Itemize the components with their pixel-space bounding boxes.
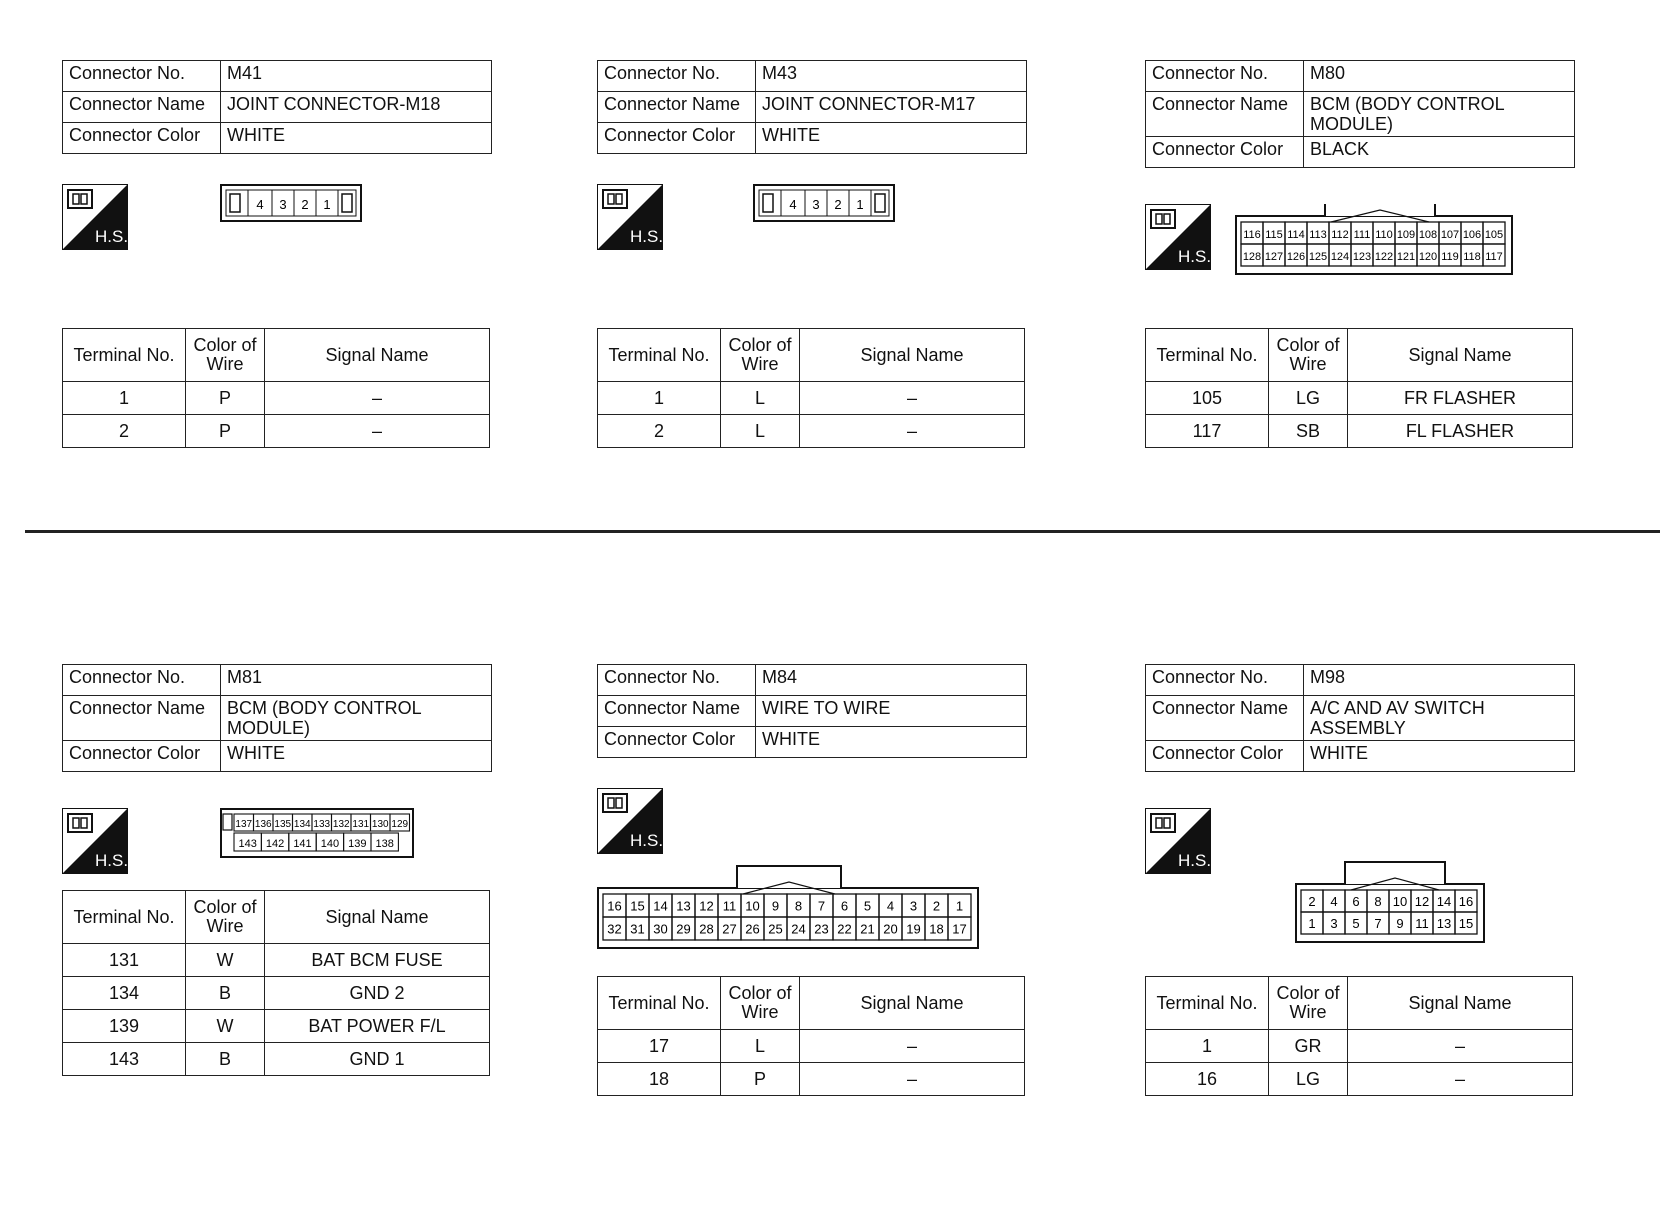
pin-label: 4	[1330, 893, 1338, 909]
table-row: 134 B GND 2	[63, 977, 490, 1010]
connector-name-label: Connector Name	[63, 696, 221, 741]
signal-name-header: Signal Name	[1348, 329, 1573, 382]
pin-label: 3	[812, 197, 820, 212]
pin-label: 14	[653, 898, 668, 914]
connector-color-value: WHITE	[221, 123, 492, 154]
terminal-no-header: Terminal No.	[598, 977, 721, 1030]
pin-label: 9	[771, 898, 780, 914]
connector-color-label: Connector Color	[598, 727, 756, 758]
pin-label: 140	[320, 838, 340, 850]
pin-label: 22	[837, 921, 852, 937]
pin-label: 29	[676, 921, 691, 937]
pin-label: 2	[932, 898, 941, 914]
connector-name-label: Connector Name	[1146, 696, 1304, 741]
pin-label: 132	[332, 819, 350, 830]
pin-label: 6	[1352, 893, 1360, 909]
pin-label: 16	[607, 898, 622, 914]
pin-label: 143	[238, 838, 257, 850]
pin-label: 133	[313, 819, 331, 830]
connector-color-label: Connector Color	[1146, 741, 1304, 772]
connector-no-label: Connector No.	[63, 61, 221, 92]
hs-harness-side-icon	[62, 808, 128, 874]
terminal-no-header: Terminal No.	[1146, 329, 1269, 382]
terminal-table	[1145, 976, 1573, 1096]
connector-diagram-m80	[1235, 204, 1513, 290]
pin-label: 4	[256, 197, 264, 212]
pin-label: 108	[1418, 228, 1438, 241]
pin-label: 3	[1330, 915, 1338, 931]
wire-color-header: Color of Wire	[721, 329, 800, 382]
pin-label: 16	[1458, 893, 1474, 909]
connector-no-label: Connector No.	[598, 61, 756, 92]
connector-header-table	[1145, 664, 1575, 772]
pin-label: 17	[952, 921, 967, 937]
table-row: 1 L –	[598, 382, 1025, 415]
connector-color-label: Connector Color	[598, 123, 756, 154]
pin-label: 141	[293, 838, 312, 850]
connector-diagram-m81	[220, 808, 414, 860]
pin-label: 126	[1286, 250, 1306, 263]
pin-label: 117	[1485, 250, 1503, 263]
table-row: 131 W BAT BCM FUSE	[63, 944, 490, 977]
connector-name-value: JOINT CONNECTOR-M17	[756, 92, 1027, 123]
pin-label: 25	[768, 921, 783, 937]
pin-label: 136	[254, 819, 272, 830]
pin-label: 5	[863, 898, 872, 914]
connector-color-value: WHITE	[756, 123, 1027, 154]
terminal-table	[597, 328, 1025, 448]
pin-label: 11	[722, 898, 737, 914]
connector-header-table	[62, 664, 492, 772]
connector-color-label: Connector Color	[63, 123, 221, 154]
pin-label: 23	[814, 921, 829, 937]
hs-harness-side-icon	[1145, 204, 1211, 270]
connector-name-value: BCM (BODY CONTROL MODULE)	[1304, 92, 1575, 137]
connector-color-value: WHITE	[221, 741, 492, 772]
hs-label: H.S.	[630, 227, 663, 246]
connector-header-table	[597, 60, 1027, 154]
connector-color-value: BLACK	[1304, 137, 1575, 168]
pin-label: 31	[630, 921, 645, 937]
pin-label: 111	[1353, 228, 1371, 241]
pin-label: 15	[1458, 915, 1474, 931]
pin-label: 7	[817, 898, 826, 914]
table-row: 143 B GND 1	[63, 1043, 490, 1076]
connector-no-value: M43	[756, 61, 1027, 92]
pin-label: 125	[1308, 250, 1328, 263]
connector-header-table	[597, 664, 1027, 758]
signal-name-header: Signal Name	[1348, 977, 1573, 1030]
table-row: 16 LG –	[1146, 1063, 1573, 1096]
hs-label: H.S.	[1178, 247, 1211, 266]
table-row: 105 LG FR FLASHER	[1146, 382, 1573, 415]
pin-label: 30	[653, 921, 668, 937]
table-row: 139 W BAT POWER F/L	[63, 1010, 490, 1043]
pin-label: 130	[371, 819, 389, 830]
hs-label: H.S.	[95, 851, 128, 870]
connector-color-label: Connector Color	[1146, 137, 1304, 168]
pin-label: 106	[1462, 228, 1482, 241]
pin-label: 1	[323, 197, 331, 212]
pin-label: 138	[375, 838, 394, 850]
signal-name-header: Signal Name	[800, 329, 1025, 382]
pin-label: 119	[1441, 250, 1459, 263]
connector-no-value: M84	[756, 665, 1027, 696]
pin-label: 121	[1396, 250, 1416, 263]
pin-label: 1	[856, 197, 864, 212]
connector-diagram-m98	[1295, 860, 1485, 946]
hs-label: H.S.	[95, 227, 128, 246]
pin-label: 113	[1309, 228, 1327, 241]
connector-name-label: Connector Name	[1146, 92, 1304, 137]
pin-label: 27	[722, 921, 737, 937]
connector-no-value: M98	[1304, 665, 1575, 696]
connector-no-label: Connector No.	[63, 665, 221, 696]
pin-label: 9	[1396, 915, 1404, 931]
connector-name-value: BCM (BODY CONTROL MODULE)	[221, 696, 492, 741]
section-divider	[25, 530, 1660, 533]
pin-label: 131	[352, 819, 370, 830]
terminal-no-header: Terminal No.	[1146, 977, 1269, 1030]
pin-label: 120	[1418, 250, 1438, 263]
hs-label: H.S.	[1178, 851, 1211, 870]
pin-label: 10	[1392, 893, 1408, 909]
pin-label: 2	[834, 197, 842, 212]
pin-label: 14	[1436, 893, 1452, 909]
pin-label: 21	[860, 921, 875, 937]
pin-label: 6	[840, 898, 849, 914]
wire-color-header: Color of Wire	[1269, 977, 1348, 1030]
connector-no-label: Connector No.	[1146, 61, 1304, 92]
pin-label: 116	[1243, 228, 1261, 241]
pin-label: 4	[886, 898, 895, 914]
pin-label: 1	[955, 898, 964, 914]
pin-label: 115	[1265, 228, 1283, 241]
connector-color-value: WHITE	[756, 727, 1027, 758]
pin-label: 8	[794, 898, 803, 914]
wire-color-header: Color of Wire	[1269, 329, 1348, 382]
connector-name-value: A/C AND AV SWITCH ASSEMBLY	[1304, 696, 1575, 741]
table-row: 1 P –	[63, 382, 490, 415]
hs-harness-side-icon	[1145, 808, 1211, 874]
signal-name-header: Signal Name	[265, 329, 490, 382]
table-row: 2 P –	[63, 415, 490, 448]
pin-label: 10	[745, 898, 760, 914]
terminal-no-header: Terminal No.	[598, 329, 721, 382]
pin-label: 20	[883, 921, 898, 937]
hs-harness-side-icon	[62, 184, 128, 250]
pin-label: 32	[607, 921, 622, 937]
pin-label: 7	[1374, 915, 1382, 931]
signal-name-header: Signal Name	[265, 891, 490, 944]
pin-label: 11	[1415, 915, 1429, 931]
pin-label: 118	[1463, 250, 1481, 263]
connector-name-value: JOINT CONNECTOR-M18	[221, 92, 492, 123]
terminal-table	[597, 976, 1025, 1096]
pin-label: 142	[265, 838, 285, 850]
pin-label: 127	[1264, 250, 1284, 263]
pin-label: 12	[1414, 893, 1430, 909]
connector-name-label: Connector Name	[63, 92, 221, 123]
pin-label: 5	[1352, 915, 1360, 931]
connector-no-value: M81	[221, 665, 492, 696]
terminal-no-header: Terminal No.	[63, 891, 186, 944]
connector-name-label: Connector Name	[598, 92, 756, 123]
pin-label: 122	[1374, 250, 1394, 263]
hs-harness-side-icon	[597, 788, 663, 854]
pin-label: 109	[1396, 228, 1416, 241]
pin-label: 123	[1352, 250, 1372, 263]
wire-color-header: Color of Wire	[721, 977, 800, 1030]
pin-label: 24	[791, 921, 806, 937]
connector-name-value: WIRE TO WIRE	[756, 696, 1027, 727]
table-row: 18 P –	[598, 1063, 1025, 1096]
connector-no-label: Connector No.	[1146, 665, 1304, 696]
pin-label: 19	[906, 921, 921, 937]
pin-label: 128	[1242, 250, 1262, 263]
wire-color-header: Color of Wire	[186, 329, 265, 382]
connector-diagram-m41	[220, 184, 362, 224]
pin-label: 2	[1308, 893, 1316, 909]
pin-label: 112	[1331, 228, 1349, 241]
pin-label: 3	[909, 898, 918, 914]
pin-label: 15	[630, 898, 645, 914]
pin-label: 110	[1375, 228, 1393, 241]
terminal-no-header: Terminal No.	[63, 329, 186, 382]
connector-no-label: Connector No.	[598, 665, 756, 696]
connector-no-value: M80	[1304, 61, 1575, 92]
connector-diagram-m84	[597, 864, 979, 950]
pin-label: 13	[676, 898, 691, 914]
terminal-table	[62, 328, 490, 448]
pin-label: 139	[348, 838, 367, 850]
pin-label: 135	[274, 819, 292, 830]
table-row: 2 L –	[598, 415, 1025, 448]
connector-color-label: Connector Color	[63, 741, 221, 772]
pin-label: 13	[1436, 915, 1452, 931]
connector-name-label: Connector Name	[598, 696, 756, 727]
signal-name-header: Signal Name	[800, 977, 1025, 1030]
table-row: 117 SB FL FLASHER	[1146, 415, 1573, 448]
pin-label: 107	[1440, 228, 1460, 241]
pin-label: 4	[789, 197, 797, 212]
hs-label: H.S.	[630, 831, 663, 850]
connector-diagram-m43	[753, 184, 895, 224]
connector-header-table	[1145, 60, 1575, 168]
pin-label: 28	[699, 921, 714, 937]
hs-harness-side-icon	[597, 184, 663, 250]
pin-label: 129	[391, 819, 409, 830]
connector-color-value: WHITE	[1304, 741, 1575, 772]
pin-label: 2	[301, 197, 309, 212]
pin-label: 26	[745, 921, 760, 937]
pin-label: 18	[929, 921, 944, 937]
pin-label: 12	[699, 898, 714, 914]
pin-label: 3	[279, 197, 287, 212]
pin-label: 137	[235, 819, 253, 830]
terminal-table	[1145, 328, 1573, 448]
table-row: 1 GR –	[1146, 1030, 1573, 1063]
wire-color-header: Color of Wire	[186, 891, 265, 944]
connector-no-value: M41	[221, 61, 492, 92]
pin-label: 134	[293, 819, 311, 830]
connector-header-table	[62, 60, 492, 154]
terminal-table	[62, 890, 490, 1076]
pin-label: 8	[1374, 893, 1382, 909]
pin-label: 124	[1330, 250, 1350, 263]
pin-label: 1	[1308, 915, 1316, 931]
table-row: 17 L –	[598, 1030, 1025, 1063]
pin-label: 114	[1287, 228, 1305, 241]
pin-label: 105	[1484, 228, 1504, 241]
